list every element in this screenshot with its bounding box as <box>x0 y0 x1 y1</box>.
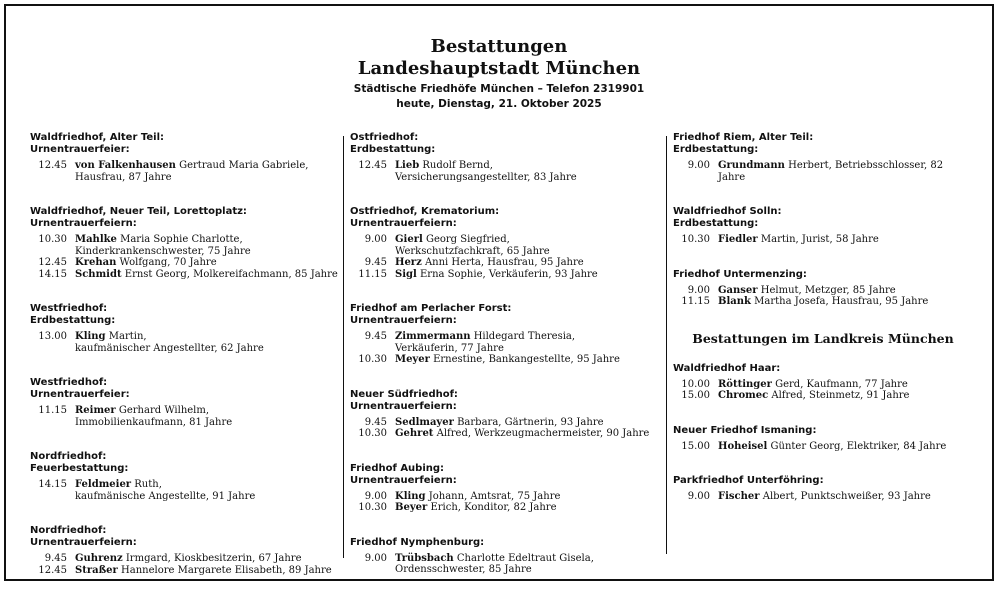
cemetery-group <box>30 303 340 354</box>
cemetery-name: Ostfriedhof: <box>350 132 419 143</box>
burial-entry <box>350 331 658 354</box>
deceased-details-line-2: Verkäuferin, 77 Jahre <box>395 342 504 354</box>
burial-time: 15.00 <box>681 390 710 401</box>
burial-details <box>75 565 332 577</box>
burial-entry <box>350 553 658 576</box>
burial-time: 9.00 <box>687 284 710 296</box>
burial-details <box>75 257 217 269</box>
deceased-surname: Schmidt <box>75 268 122 280</box>
deceased-surname: Grundmann <box>718 160 785 171</box>
deceased-surname: Ganser <box>718 284 758 296</box>
deceased-details-line-1: Anni Herta, Hausfrau, 95 Jahre <box>424 257 584 268</box>
ceremony-type: Urnentrauerfeier: <box>30 144 130 155</box>
burial-details <box>395 269 598 281</box>
column-2 <box>350 132 658 599</box>
burial-entry <box>350 354 658 366</box>
column-1 <box>30 132 340 599</box>
burial-details <box>395 257 584 269</box>
burial-entry <box>673 491 973 503</box>
cemetery-name: Nordfriedhof: <box>30 451 107 462</box>
burial-details <box>75 234 251 257</box>
cemetery-name: Waldfriedhof, Alter Teil: <box>30 132 165 143</box>
deceased-surname: Feldmeier <box>75 479 132 490</box>
burial-time: 9.00 <box>364 490 387 502</box>
burial-entry <box>673 379 973 391</box>
burial-details <box>395 331 575 354</box>
burial-details <box>718 234 879 246</box>
deceased-surname: Sedlmayer <box>395 416 454 428</box>
deceased-details-line-1: Günter Georg, Elektriker, 84 Jahre <box>770 440 947 452</box>
cemetery-group <box>673 132 973 183</box>
ceremony-type: Urnentrauerfeiern: <box>350 218 457 229</box>
deceased-details-line-1: Erna Sophie, Verkäuferin, 93 Jahre <box>420 268 598 280</box>
burial-time: 10.30 <box>358 354 387 365</box>
burial-entry <box>350 234 658 257</box>
cemetery-group <box>30 206 340 280</box>
burial-entry <box>30 405 340 428</box>
ceremony-type: Erdbestattung: <box>30 315 116 326</box>
burial-details <box>718 285 896 297</box>
burial-entry <box>673 285 973 297</box>
ceremony-type: Urnentrauerfeiern: <box>350 474 457 486</box>
burial-time: 12.45 <box>38 160 67 171</box>
deceased-details-line-1: Gerhard Wilhelm, <box>118 405 210 416</box>
deceased-details-line-1: Martha Josefa, Hausfrau, 95 Jahre <box>754 296 929 307</box>
deceased-surname: Hoheisel <box>718 440 768 452</box>
burial-details <box>718 491 931 503</box>
burial-details <box>718 160 973 183</box>
date-line: heute, Dienstag, 21. Oktober 2025 <box>396 98 602 110</box>
deceased-details-line-1: Charlotte Edeltraut Gisela, <box>456 552 594 564</box>
burial-entry <box>30 257 340 269</box>
deceased-surname: Reimer <box>75 405 116 416</box>
cemetery-name: Neuer Südfriedhof: <box>350 388 458 400</box>
cemetery-group <box>350 463 658 514</box>
burial-details <box>395 553 594 576</box>
burial-time: 15.00 <box>681 440 710 452</box>
burial-entry <box>673 234 973 246</box>
burial-details <box>395 354 620 366</box>
deceased-surname: Beyer <box>395 502 428 513</box>
deceased-surname: Chromec <box>718 390 769 401</box>
burial-time: 10.30 <box>358 502 387 513</box>
burial-entry <box>350 257 658 269</box>
cemetery-name: Neuer Friedhof Ismaning: <box>673 424 817 436</box>
cemetery-name: Friedhof Riem, Alter Teil: <box>673 132 814 143</box>
burial-entry <box>673 160 973 183</box>
burial-time: 9.45 <box>364 257 387 268</box>
notice-frame <box>4 4 994 581</box>
burial-details <box>395 502 556 514</box>
burial-entry <box>30 553 340 565</box>
deceased-details-line-1: Martin, <box>108 331 147 342</box>
cemetery-name: Friedhof Aubing: <box>350 462 445 474</box>
cemetery-group <box>350 389 658 440</box>
burial-time: 11.15 <box>358 268 387 280</box>
deceased-surname: Straßer <box>75 564 118 576</box>
deceased-details-line-1: Hildegard Theresia, <box>473 331 576 342</box>
deceased-surname: Herz <box>395 257 422 268</box>
cemetery-name: Ostfriedhof, Krematorium: <box>350 206 500 217</box>
cemetery-group <box>673 475 973 503</box>
deceased-surname: Guhrenz <box>75 553 123 564</box>
burial-time: 10.30 <box>38 234 67 245</box>
burial-details <box>75 269 338 281</box>
column-divider <box>343 136 344 558</box>
burial-details <box>718 441 946 453</box>
burial-details <box>75 479 255 502</box>
deceased-details-line-2: Hausfrau, 87 Jahre <box>75 171 172 183</box>
deceased-surname: von Falkenhausen <box>75 160 176 171</box>
deceased-details-line-1: Erich, Konditor, 82 Jahre <box>430 502 557 513</box>
ceremony-type: Erdbestattung: <box>350 144 436 155</box>
burial-details <box>395 160 577 183</box>
deceased-details-line-2: Immobilienkaufmann, 81 Jahre <box>75 416 233 428</box>
burial-details <box>395 417 604 429</box>
deceased-details-line-1: Martin, Jurist, 58 Jahre <box>760 234 879 245</box>
burial-entry <box>673 390 973 402</box>
deceased-details-line-1: Ernestine, Bankangestellte, 95 Jahre <box>433 354 620 365</box>
deceased-surname: Gierl <box>395 234 423 245</box>
deceased-surname: Kling <box>75 331 106 342</box>
title-line-1: Bestattungen <box>430 36 568 57</box>
burial-time: 9.45 <box>364 331 387 342</box>
ceremony-type: Feuerbestattung: <box>30 463 129 474</box>
cemetery-group <box>673 269 973 308</box>
deceased-surname: Meyer <box>395 354 430 365</box>
deceased-surname: Blank <box>718 296 751 307</box>
deceased-surname: Zimmermann <box>395 331 471 342</box>
deceased-details-line-1: Rudolf Bernd, <box>422 160 493 171</box>
deceased-details-line-1: Helmut, Metzger, 85 Jahre <box>760 284 896 296</box>
burial-entry <box>30 565 340 577</box>
burial-entry <box>350 491 658 503</box>
burial-entry <box>30 160 340 183</box>
cemetery-group <box>350 537 658 576</box>
column-divider <box>666 136 667 554</box>
deceased-surname: Mahlke <box>75 234 117 245</box>
cemetery-name: Parkfriedhof Unterföhring: <box>673 475 824 486</box>
cemetery-name: Friedhof Untermenzing: <box>673 268 807 280</box>
burial-entry <box>673 296 973 308</box>
cemetery-group <box>673 206 973 246</box>
deceased-surname: Krehan <box>75 257 117 268</box>
cemetery-name: Nordfriedhof: <box>30 525 107 536</box>
burial-time: 13.00 <box>38 331 67 342</box>
deceased-surname: Kling <box>395 490 426 502</box>
deceased-details-line-1: Hannelore Margarete Elisabeth, 89 Jahre <box>121 564 332 576</box>
ceremony-type: Erdbestattung: <box>673 218 759 229</box>
deceased-details-line-2: Kinderkrankenschwester, 75 Jahre <box>75 245 251 257</box>
burial-time: 9.00 <box>687 160 710 171</box>
deceased-details-line-2: Ordensschwester, 85 Jahre <box>395 564 532 575</box>
cemetery-group <box>30 451 340 502</box>
deceased-surname: Gehret <box>395 428 434 439</box>
deceased-surname: Lieb <box>395 160 420 171</box>
burial-entry <box>30 479 340 502</box>
cemetery-name: Friedhof Nymphenburg: <box>350 536 485 548</box>
cemetery-name: Waldfriedhof, Neuer Teil, Lorettoplatz: <box>30 206 247 217</box>
burial-entry <box>350 417 658 429</box>
burial-entry <box>350 502 658 514</box>
cemetery-name: Westfriedhof: <box>30 303 108 314</box>
burial-entry <box>30 234 340 257</box>
cemetery-name: Friedhof am Perlacher Forst: <box>350 303 512 314</box>
burial-details <box>75 405 232 428</box>
deceased-details-line-1: Ernst Georg, Molkereifachmann, 85 Jahre <box>124 268 338 280</box>
burial-details <box>75 553 302 565</box>
burial-details <box>395 234 550 257</box>
burial-entry <box>350 428 658 440</box>
ceremony-type: Urnentrauerfeiern: <box>30 218 137 229</box>
burial-details <box>395 428 649 440</box>
deceased-details-line-1: Gertraud Maria Gabriele, <box>179 160 309 171</box>
burial-time: 10.30 <box>681 234 710 245</box>
burial-time: 12.45 <box>38 564 67 576</box>
deceased-details-line-1: Albert, Punktschweißer, 93 Jahre <box>762 491 931 502</box>
ceremony-type: Urnentrauerfeiern: <box>350 315 457 326</box>
landkreis-groups <box>673 363 973 503</box>
deceased-details-line-1: Alfred, Steinmetz, 91 Jahre <box>771 390 910 401</box>
burial-time: 9.00 <box>364 552 387 564</box>
burial-details <box>75 331 264 354</box>
deceased-details-line-1: Johann, Amtsrat, 75 Jahre <box>428 490 561 502</box>
column-3 <box>673 132 973 526</box>
burial-details <box>395 491 560 503</box>
ceremony-type: Urnentrauerfeiern: <box>30 537 137 548</box>
cemetery-group <box>30 525 340 576</box>
deceased-details-line-2: kaufmänische Angestellte, 91 Jahre <box>75 490 256 502</box>
burial-details <box>75 160 308 183</box>
deceased-details-line-1: Herbert, Betriebsschlosser, 82 Jahre <box>718 160 944 183</box>
deceased-details-line-1: Ruth, <box>134 479 162 490</box>
burial-details <box>718 390 909 402</box>
burial-time: 11.15 <box>681 296 710 307</box>
burial-time: 10.30 <box>358 428 387 439</box>
burial-time: 11.15 <box>38 405 67 416</box>
deceased-details-line-1: Maria Sophie Charlotte, <box>120 234 243 245</box>
cemetery-group <box>350 303 658 366</box>
cemetery-group <box>673 363 973 402</box>
burial-entry <box>673 441 973 453</box>
deceased-details-line-1: Wolfgang, 70 Jahre <box>119 257 217 268</box>
deceased-surname: Fischer <box>718 491 760 502</box>
deceased-surname: Röttinger <box>718 378 772 390</box>
deceased-details-line-2: kaufmänischer Angestellter, 62 Jahre <box>75 342 264 354</box>
cemetery-name: Waldfriedhof Haar: <box>673 362 781 374</box>
burial-time: 14.15 <box>38 268 67 280</box>
cemetery-group <box>350 206 658 280</box>
burial-time: 14.15 <box>38 479 67 490</box>
burial-entry <box>350 269 658 281</box>
burial-time: 9.45 <box>364 416 387 428</box>
burial-time: 9.45 <box>44 553 67 564</box>
burial-entry <box>30 269 340 281</box>
cemetery-name: Waldfriedhof Solln: <box>673 206 782 217</box>
burial-time: 9.00 <box>687 491 710 502</box>
burial-entry <box>30 331 340 354</box>
cemetery-group <box>673 425 973 453</box>
cemetery-group <box>30 377 340 428</box>
burial-details <box>718 379 908 391</box>
ceremony-type: Erdbestattung: <box>673 144 759 155</box>
burial-time: 12.45 <box>358 160 387 171</box>
deceased-details-line-2: Werkschutzfachkraft, 65 Jahre <box>395 245 550 257</box>
deceased-surname: Fiedler <box>718 234 758 245</box>
burial-time: 10.00 <box>681 378 710 390</box>
deceased-details-line-1: Gerd, Kaufmann, 77 Jahre <box>775 378 908 390</box>
burial-time: 12.45 <box>38 257 67 268</box>
column-3-groups <box>673 132 973 308</box>
cemetery-group <box>350 132 658 183</box>
burial-time: 9.00 <box>364 234 387 245</box>
title-line-2: Landeshauptstadt München <box>357 58 641 79</box>
ceremony-type: Urnentrauerfeier: <box>30 389 130 400</box>
deceased-details-line-1: Barbara, Gärtnerin, 93 Jahre <box>457 416 604 428</box>
cemetery-name: Westfriedhof: <box>30 377 108 388</box>
contact-line: Städtische Friedhöfe München – Telefon 2319901 <box>353 83 645 95</box>
landkreis-section-title: Bestattungen im Landkreis München <box>692 330 954 346</box>
burial-details <box>718 296 928 308</box>
deceased-details-line-2: Versicherungsangestellter, 83 Jahre <box>395 171 577 183</box>
deceased-details-line-1: Alfred, Werkzeugmachermeister, 90 Jahre <box>436 428 650 439</box>
deceased-details-line-1: Irmgard, Kioskbesitzerin, 67 Jahre <box>125 553 302 564</box>
deceased-surname: Sigl <box>395 268 417 280</box>
cemetery-group <box>30 132 340 183</box>
header <box>6 36 992 112</box>
deceased-surname: Trübsbach <box>395 552 454 564</box>
burial-entry <box>350 160 658 183</box>
deceased-details-line-1: Georg Siegfried, <box>425 234 510 245</box>
ceremony-type: Urnentrauerfeiern: <box>350 400 457 412</box>
